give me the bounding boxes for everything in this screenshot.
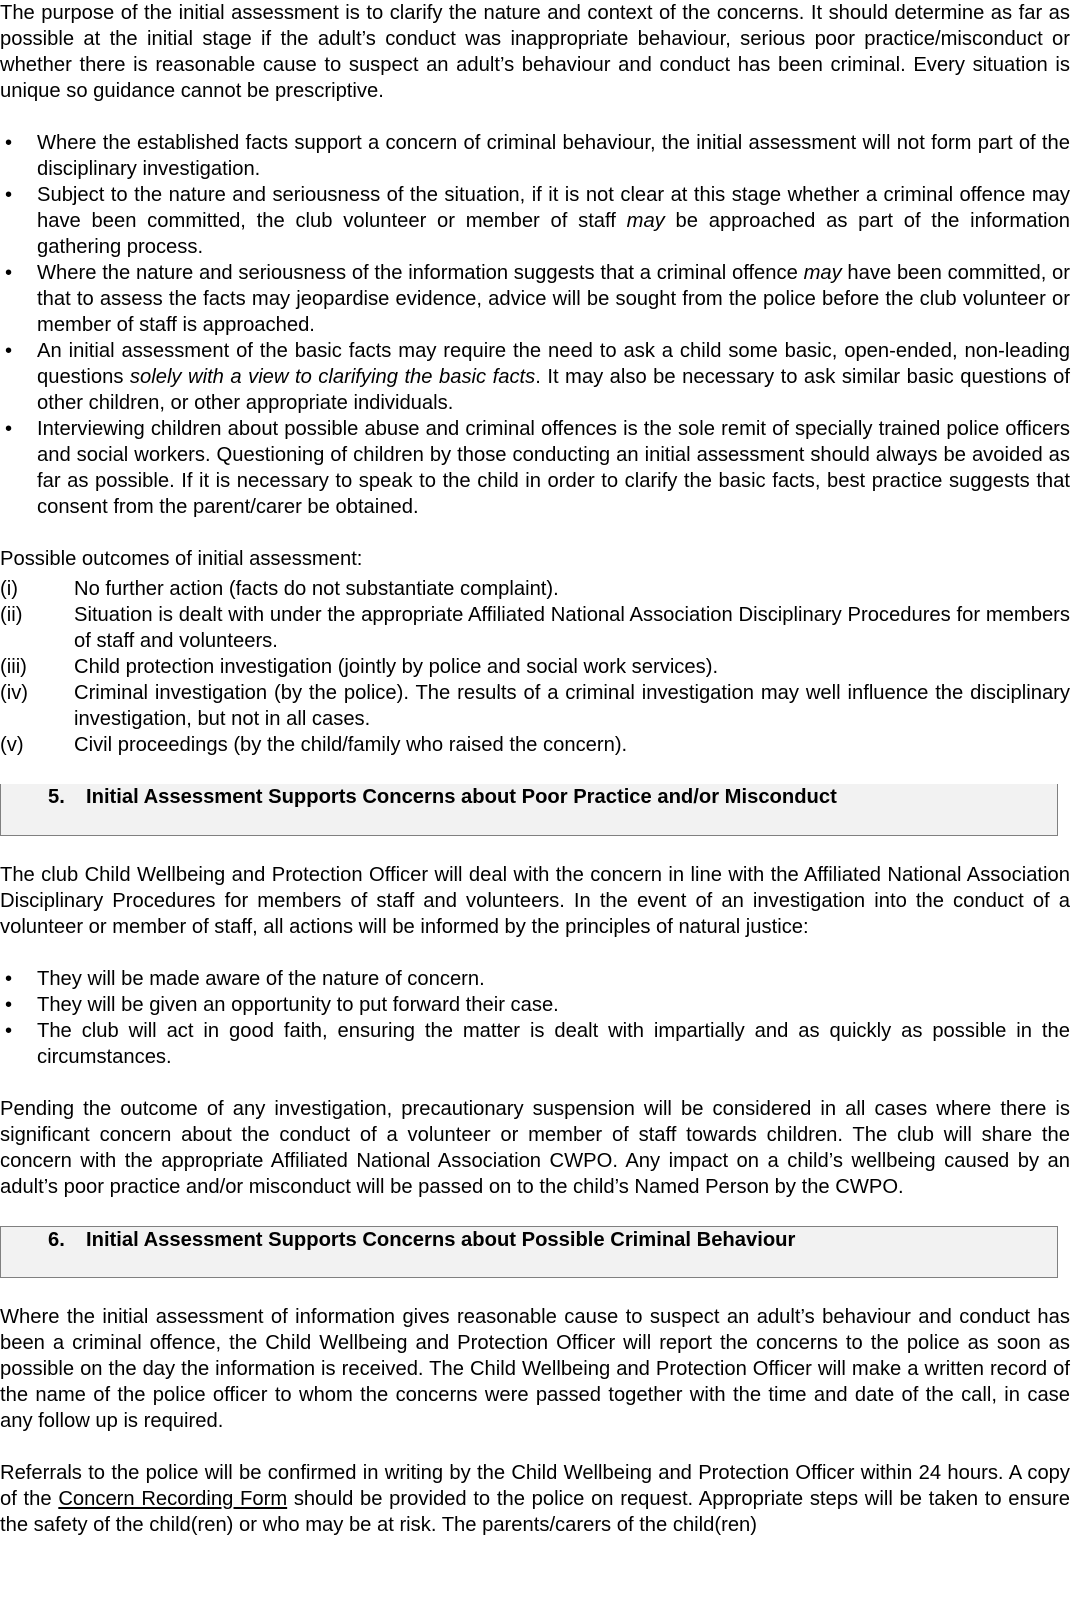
bullet-icon: • bbox=[5, 340, 13, 362]
list-item: • The club will act in good faith, ensuring the matter is dealt with impartially and as quickly as possible in the circumstances. bbox=[5, 1020, 1070, 1068]
referral-paragraph: Referrals to the police will be confirmed in writing by the Child Wellbeing and Protection Officer within 24 hours. A copy of the Concern Recording Form should be provided to the police on request. Appropriate steps will be taken to ensure the safety of the child(ren) or who may be at risk. The parents/carers of the child(ren) bbox=[0, 1462, 1071, 1536]
bullet-icon: • bbox=[5, 968, 13, 990]
suspension-paragraph: Pending the outcome of any investigation, precautionary suspension will be considered in all cases where there is significant concern about the conduct of a volunteer or member of staff towards children. The club will share the concern with the appropriate Affiliated National Association CWPO. Any impact on a child’s wellbeing caused by an adult’s poor practice and/or misconduct will be passed on to the child’s Named Person by the CWPO. bbox=[0, 1098, 1070, 1198]
list-item: (ii) Situation is dealt with under the appropriate Affiliated National Association Disciplinary Procedures for members of staff and volunteers. bbox=[0, 604, 1070, 652]
section-6-paragraph: Where the initial assessment of information gives reasonable cause to suspect an adult’s behaviour and conduct has been a criminal offence, the Child Wellbeing and Protection Officer will report the concerns to the police as soon as possible on the day the information is received. The Child Wellbeing and Protection Officer will make a written record of the name of the police officer to whom the concerns were passed together with the time and date of the call, in case any follow up is required. bbox=[0, 1306, 1070, 1432]
bullet-icon: • bbox=[5, 132, 13, 154]
outcomes-title: Possible outcomes of initial assessment: bbox=[0, 548, 363, 570]
list-item: (iii) Child protection investigation (jointly by police and social work services). bbox=[0, 656, 719, 678]
assessment-bullet-list bbox=[0, 130, 1070, 520]
concern-recording-form-link[interactable]: Concern Recording Form bbox=[58, 1488, 288, 1510]
section-6-heading: 6. Initial Assessment Supports Concerns about Possible Criminal Behaviour bbox=[48, 1229, 796, 1251]
list-item: • An initial assessment of the basic facts may require the need to ask a child some basic, open-ended, non-leading questions solely with a view to clarifying the basic facts. It may also be necessary to ask similar basic questions of other children, or other appropriate individuals. bbox=[5, 340, 1070, 414]
bullet-icon: • bbox=[5, 184, 13, 206]
bullet-icon: • bbox=[5, 1020, 13, 1042]
section-6-heading-box bbox=[0, 1226, 1058, 1278]
list-item: • Subject to the nature and seriousness of the situation, if it is not clear at this stage whether a criminal offence may have been committed, the club volunteer or member of staff may be approached as part of the information gathering process. bbox=[5, 184, 1070, 258]
section-5-heading: 5. Initial Assessment Supports Concerns about Poor Practice and/or Misconduct bbox=[48, 786, 837, 808]
list-item: (i) No further action (facts do not substantiate complaint). bbox=[0, 578, 559, 600]
list-item: • They will be made aware of the nature of concern. bbox=[5, 968, 485, 990]
bullet-icon: • bbox=[5, 262, 13, 284]
list-item: (iv) Criminal investigation (by the police). The results of a criminal investigation may well influence the disciplinary investigation, but not in all cases. bbox=[0, 682, 1070, 730]
list-item: • Where the established facts support a concern of criminal behaviour, the initial assessment will not form part of the disciplinary investigation. bbox=[5, 132, 1070, 180]
intro-paragraph: The purpose of the initial assessment is to clarify the nature and context of the concerns. It should determine as far as possible at the initial stage if the adult’s conduct was inappropriate behaviour, serious poor practice/misconduct or whether there is reasonable cause to suspect an adult’s behaviour and conduct has been criminal. Every situation is unique so guidance cannot be prescriptive. bbox=[0, 2, 1070, 102]
section-5-heading-box bbox=[0, 784, 1058, 836]
outcomes-list bbox=[0, 576, 1070, 758]
list-item: • They will be given an opportunity to put forward their case. bbox=[5, 994, 559, 1016]
section-5-paragraph: The club Child Wellbeing and Protection Officer will deal with the concern in line with the Affiliated National Association Disciplinary Procedures for members of staff and volunteers. In the event of an investigation into the conduct of a volunteer or member of staff, all actions will be informed by the principles of natural justice: bbox=[0, 864, 1070, 938]
bullet-icon: • bbox=[5, 418, 13, 440]
natural-justice-bullet-list bbox=[0, 966, 1070, 1070]
list-item: • Where the nature and seriousness of the information suggests that a criminal offence may have been committed, or that to assess the facts may jeopardise evidence, advice will be sought from the police before the club volunteer or member of staff is approached. bbox=[5, 262, 1070, 336]
bullet-icon: • bbox=[5, 994, 13, 1016]
list-item: • Interviewing children about possible abuse and criminal offences is the sole remit of specially trained police officers and social workers. Questioning of children by those conducting an initial assessment should always be avoided as far as possible. If it is necessary to speak to the child in order to clarify the basic facts, best practice suggests that consent from the parent/carer be obtained. bbox=[5, 418, 1070, 518]
list-item: (v) Civil proceedings (by the child/family who raised the concern). bbox=[0, 734, 628, 756]
